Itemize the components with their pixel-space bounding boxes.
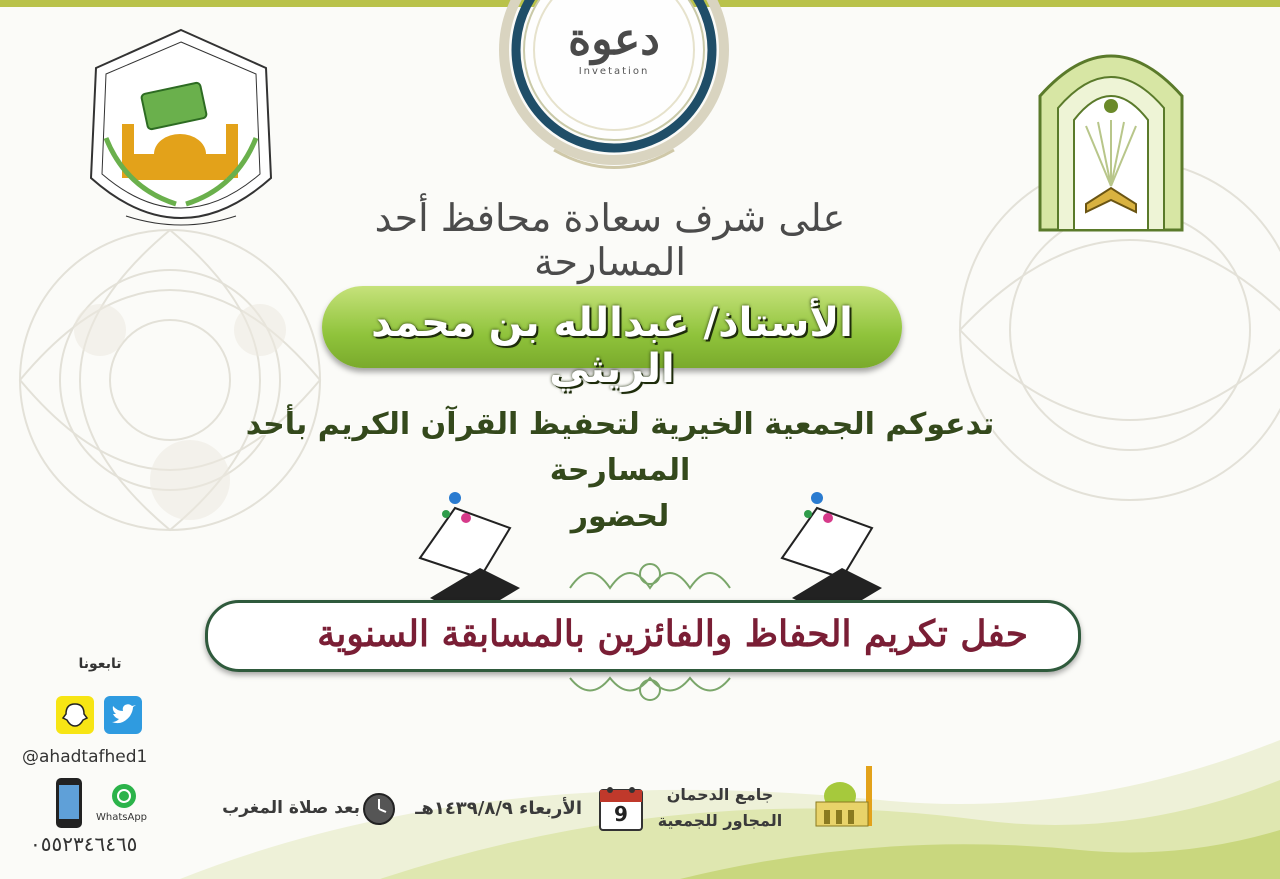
mosque-icon <box>806 760 882 830</box>
invitation-seal <box>494 0 734 178</box>
invitation-line-2: لحضور <box>570 499 670 534</box>
whatsapp-label: WhatsApp <box>96 812 148 823</box>
phone-number[interactable]: ٠٥٥٢٣٤٦٤٦٥ <box>30 832 138 856</box>
seal-subtitle: Invetation <box>578 66 650 77</box>
event-date: الأربعاء ١٤٣٩/٨/٩هـ <box>415 798 582 819</box>
snapchat-icon[interactable] <box>56 696 94 734</box>
calendar-day: 9 <box>614 802 628 826</box>
association-logo <box>86 28 276 244</box>
ministry-logo <box>1036 36 1186 232</box>
clock-icon <box>362 792 396 826</box>
venue <box>650 782 790 834</box>
quran-ornaments <box>400 488 890 708</box>
event-title: حفل تكريم الحفاظ والفائزين بالمسابقة السنوية <box>317 613 1028 655</box>
event-time: بعد صلاة المغرب <box>222 798 360 818</box>
venue-line-2: المجاور للجمعية <box>657 811 783 830</box>
event-title-box <box>205 600 1081 672</box>
calendar-icon <box>598 784 644 832</box>
whatsapp-icon[interactable] <box>112 784 136 808</box>
social-handle[interactable]: @ahadtafhed1 <box>22 747 148 767</box>
patron-name: الأستاذ/ عبدالله بن محمد الريثي <box>371 300 853 392</box>
follow-label: تابعونا <box>78 656 122 672</box>
phone-icon <box>56 778 82 828</box>
invitation-line-1: تدعوكم الجمعية الخيرية لتحفيظ القرآن الكريم بأحد المسارحة <box>245 407 995 488</box>
twitter-icon[interactable] <box>104 696 142 734</box>
patron-name-banner <box>322 286 902 392</box>
venue-line-1: جامع الدحمان <box>666 785 774 804</box>
patron-line: على شرف سعادة محافظ أحد المسارحة <box>374 196 846 284</box>
seal-word: دعوة <box>568 14 660 65</box>
